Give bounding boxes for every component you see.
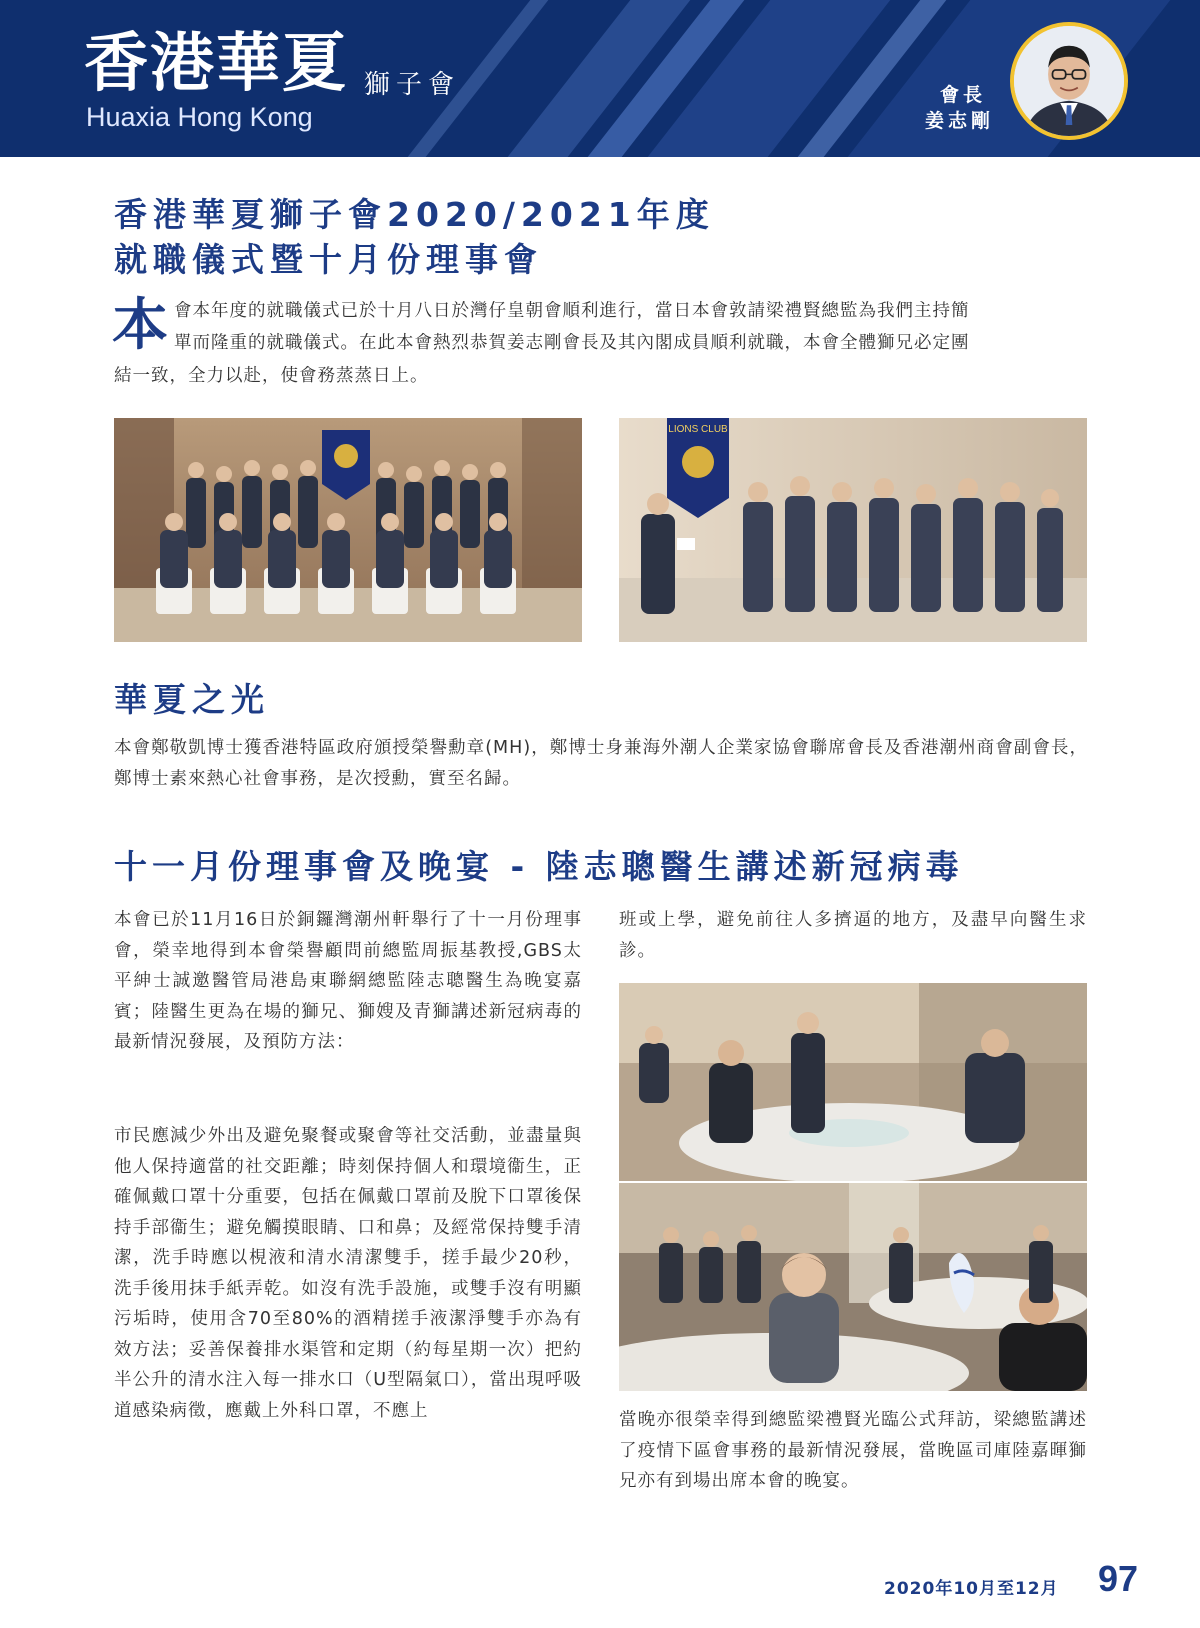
section3-col1-paragraph1: 本會已於11月16日於銅鑼灣潮州軒舉行了十一月份理事會，榮幸地得到本會榮譽顧問前總監周振基教授,GBS太平紳士誠邀醫管局港島東聯網總監陸志聰醫生為晚宴嘉賓；陸醫生更為在場的獅兄、獅嫂及青獅講述新冠病毒的最新情況發展，及預防方法： (114, 910, 582, 1052)
dinner-guests-photo (619, 1183, 1087, 1391)
brand-subtitle: 獅子會 (364, 70, 461, 100)
president-title: 會長 (940, 84, 987, 106)
section1-title-line1: 香港華夏獅子會2020/2021年度 (114, 195, 715, 234)
dinner-speaker-photo (619, 983, 1087, 1181)
section3-col1-paragraph2: 市民應減少外出及避免聚餐或聚會等社交活動，並盡量與他人保持適當的社交距離；時刻保持個人和環境衞生，正確佩戴口罩十分重要，包括在佩戴口罩前及脫下口罩後保持手部衞生；避免觸摸眼睛、口和鼻；及經常保持雙手清潔，洗手時應以梘液和清水清潔雙手，搓手最少20秒，洗手後用抹手紙弄乾。如沒有洗手設施，或雙手沒有明顯污垢時，使用含70至80%的酒精搓手液潔淨雙手亦為有效方法；妥善保養排水渠管和定期（約每星期一次）把約半公升的清水注入每一排水口（U型隔氣口），當出現呼吸道感染病徵，應戴上外科口罩，不應上 (114, 1126, 582, 1421)
section2-title: 華夏之光 (114, 680, 270, 719)
banner-text: LIONS CLUB (668, 424, 728, 435)
dropcap: 本 (112, 293, 168, 358)
section1-paragraph-line3: 結一致，全力以赴，使會務蒸蒸日上。 (114, 366, 429, 386)
section1-paragraph-line2: 單而隆重的就職儀式。在此本會熱烈恭賀姜志剛會長及其內閣成員順利就職，本會全體獅兄必定團 (174, 333, 970, 353)
group-photo (114, 418, 582, 642)
president-name: 姜志剛 (925, 110, 995, 132)
brand-title-en: Huaxia Hong Kong (86, 102, 313, 132)
issue-date: 2020年10月至12月 (884, 1579, 1059, 1599)
section1-title-line2: 就職儀式暨十月份理事會 (114, 240, 543, 279)
president-portrait (1010, 22, 1128, 140)
section3-col2-paragraph2: 當晚亦很榮幸得到總監梁禮賢光臨公式拜訪，梁總監講述了疫情下區會事務的最新情況發展，當晚區司庫陸嘉暉獅兄亦有到場出席本會的晚宴。 (619, 1410, 1087, 1491)
section2-paragraph: 本會鄭敬凱博士獲香港特區政府頒授榮譽勳章(MH)，鄭博士身兼海外潮人企業家協會聯席會長及香港潮州商會副會長，鄭博士素來熱心社會事務，是次授勳，實至名歸。 (114, 738, 1088, 789)
section3-title: 十一月份理事會及晚宴 - 陸志聰醫生講述新冠病毒 (114, 847, 964, 886)
section3-col2-paragraph1: 班或上學，避免前往人多擠逼的地方，及盡早向醫生求診。 (619, 910, 1087, 961)
header-banner (0, 0, 1200, 157)
page-number: 97 (1098, 1558, 1139, 1599)
swearing-in-photo (619, 418, 1087, 642)
section1-paragraph-line1: 會本年度的就職儀式已於十月八日於灣仔皇朝會順利進行，當日本會敦請梁禮賢總監為我們主持簡 (174, 301, 970, 321)
brand-title-zh: 香港華夏 (84, 27, 348, 101)
